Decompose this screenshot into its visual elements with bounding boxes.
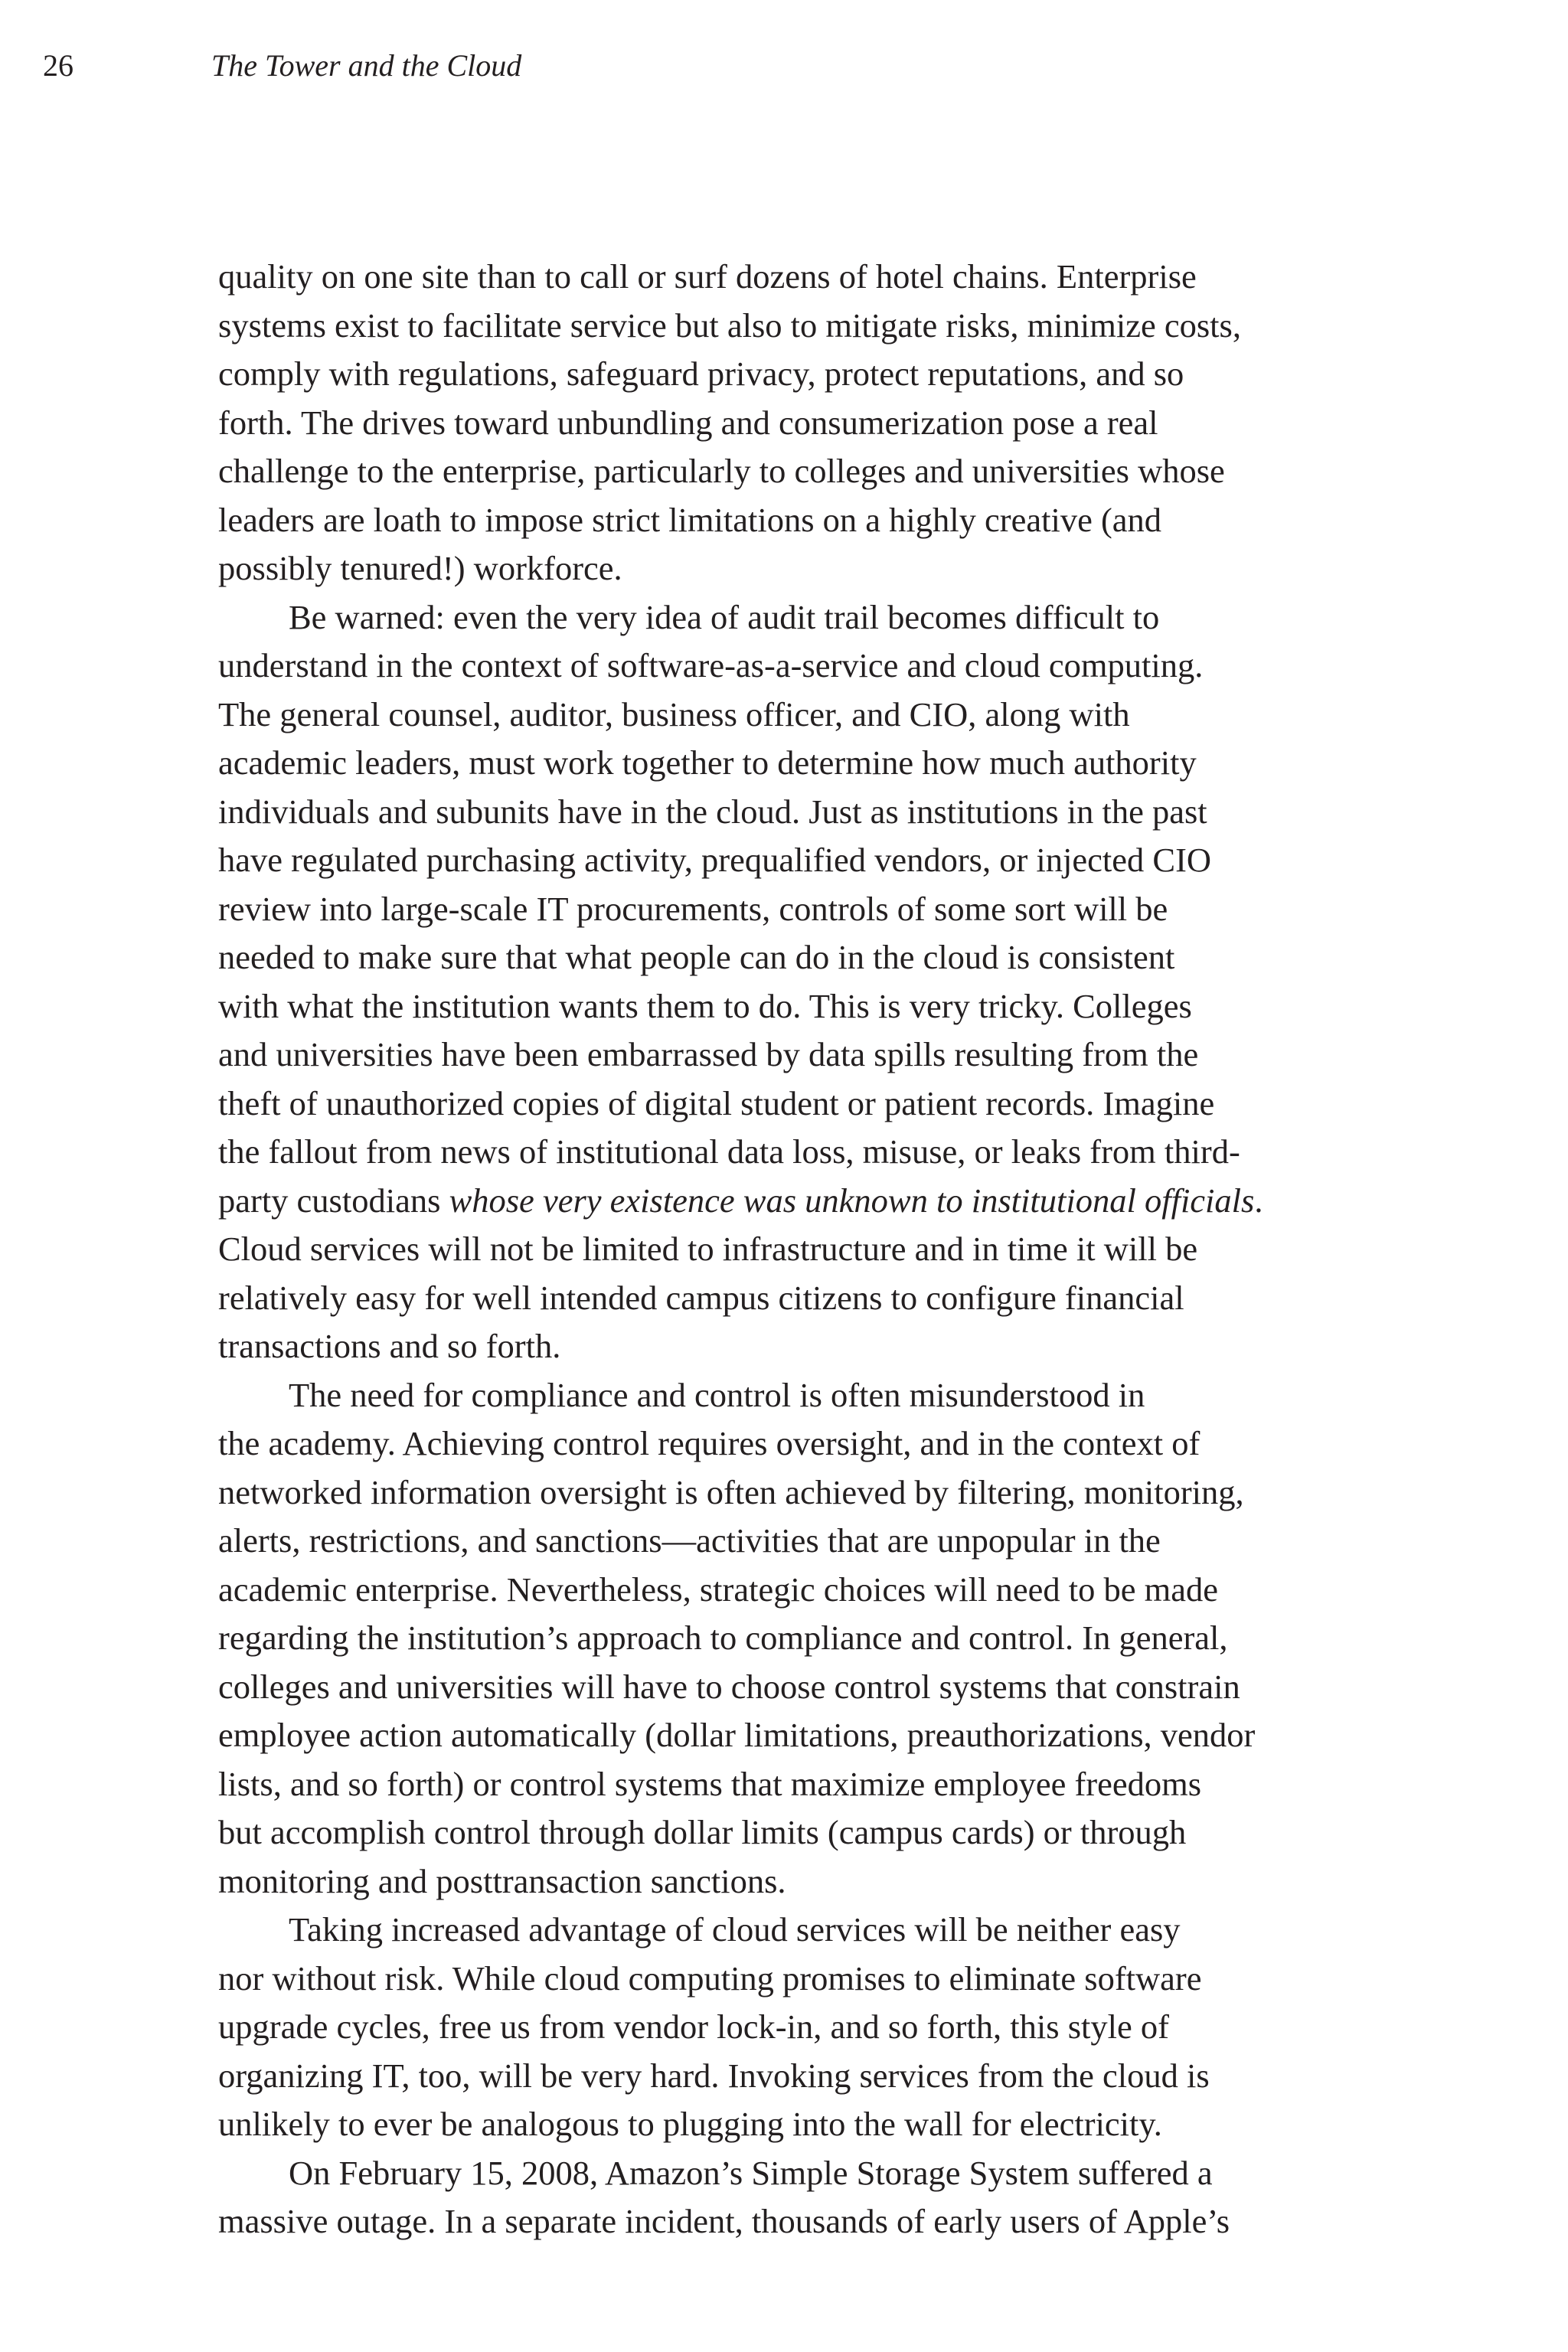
line-text: review into large-scale IT procurements, controls of some sort will be: [218, 889, 1168, 928]
line-text: networked information oversight is often achieved by filtering, monitoring,: [218, 1472, 1244, 1511]
text-line: [218, 1663, 1367, 1712]
text-line: [218, 1808, 1367, 1857]
text-line: [218, 447, 1367, 496]
text-line: [218, 1955, 1367, 2004]
text-line: [218, 1906, 1367, 1955]
text-line: [218, 302, 1367, 351]
text-line: [218, 1031, 1367, 1080]
line-text: systems exist to facilitate service but also to mitigate risks, minimize costs,: [218, 305, 1241, 345]
line-text: Be warned: even the very idea of audit trail becomes difficult to: [289, 597, 1160, 636]
text-line: [218, 933, 1367, 982]
line-text: understand in the context of software-as-a-service and cloud computing.: [218, 646, 1204, 684]
text-line: [218, 1711, 1367, 1760]
page-number: 26: [43, 48, 74, 83]
line-text: with what the institution wants them to do. This is very tricky. Colleges: [218, 986, 1192, 1025]
text-line: [218, 2100, 1367, 2149]
line-text: alerts, restrictions, and sanctions—activities that are unpopular in the: [218, 1521, 1161, 1560]
line-trailing-text: .: [1254, 1181, 1263, 1220]
line-text: Taking increased advantage of cloud services will be neither easy: [289, 1910, 1181, 1949]
text-line: [218, 885, 1367, 934]
text-line: [218, 544, 1367, 593]
line-text: challenge to the enterprise, particularly to colleges and universities whose: [218, 452, 1225, 490]
text-line: [218, 593, 1367, 642]
text-line: [218, 253, 1367, 302]
text-line: [218, 496, 1367, 545]
text-line: [218, 1371, 1367, 1420]
text-line: [218, 2052, 1367, 2101]
line-text: massive outage. In a separate incident, thousands of early users of Apple’s: [218, 2202, 1230, 2240]
line-text: nor without risk. While cloud computing promises to eliminate software: [218, 1958, 1202, 1998]
text-line: [218, 1322, 1367, 1371]
line-text: Cloud services will not be limited to infrastructure and in time it will be: [218, 1230, 1198, 1268]
line-text: unlikely to ever be analogous to plugging into the wall for electricity.: [218, 2105, 1162, 2143]
line-text: The need for compliance and control is often misunderstood in: [289, 1375, 1145, 1414]
text-line: [218, 739, 1367, 788]
text-line: [218, 1128, 1367, 1177]
line-text: individuals and subunits have in the cloud. Just as institutions in the past: [218, 792, 1207, 831]
line-text: organizing IT, too, will be very hard. Invoking services from the cloud is: [218, 2056, 1210, 2095]
text-line: [218, 691, 1367, 740]
line-text: comply with regulations, safeguard privacy, protect reputations, and so: [218, 354, 1184, 393]
line-text: leaders are loath to impose strict limitations on a highly creative (and: [218, 500, 1162, 539]
text-line: [218, 1225, 1367, 1274]
text-line: [218, 1517, 1367, 1566]
line-text: but accomplish control through dollar limits (campus cards) or through: [218, 1813, 1187, 1851]
text-line: [218, 982, 1367, 1031]
text-line: [218, 2197, 1367, 2246]
line-text: employee action automatically (dollar limitations, preauthorizations, vendor: [218, 1716, 1256, 1754]
line-text: colleges and universities will have to choose control systems that constrain: [218, 1667, 1240, 1706]
line-text: have regulated purchasing activity, prequalified vendors, or injected CIO: [218, 841, 1212, 879]
text-line: [218, 1419, 1367, 1468]
line-text: transactions and so forth.: [218, 1327, 561, 1365]
line-text: academic enterprise. Nevertheless, strategic choices will need to be made: [218, 1570, 1218, 1609]
line-text: the fallout from news of institutional data loss, misuse, or leaks from third-: [218, 1132, 1240, 1171]
text-line: [218, 350, 1367, 399]
text-line: [218, 1857, 1367, 1906]
text-line: [218, 642, 1367, 691]
text-line: [218, 1080, 1367, 1129]
text-line: [218, 399, 1367, 448]
text-line: [218, 1274, 1367, 1323]
text-line: [218, 788, 1367, 837]
book-title: The Tower and the Cloud: [211, 48, 522, 83]
line-text: possibly tenured!) workforce.: [218, 549, 622, 587]
line-text: relatively easy for well intended campus citizens to configure financial: [218, 1278, 1184, 1317]
line-text: and universities have been embarrassed by data spills resulting from the: [218, 1035, 1199, 1073]
line-text: forth. The drives toward unbundling and consumerization pose a real: [218, 403, 1158, 442]
line-text: needed to make sure that what people can do in the cloud is consistent: [218, 938, 1175, 976]
text-line: [218, 2003, 1367, 2052]
text-line: [218, 836, 1367, 885]
line-text: party custodians: [218, 1181, 449, 1220]
text-line: [218, 1760, 1367, 1809]
line-text: academic leaders, must work together to determine how much authority: [218, 743, 1197, 782]
text-line: [218, 1177, 1367, 1226]
running-head: [43, 46, 521, 86]
line-text: On February 15, 2008, Amazon’s Simple Storage System suffered a: [289, 2153, 1213, 2192]
text-line: [218, 1614, 1367, 1663]
text-line: [218, 1566, 1367, 1615]
line-text: regarding the institution’s approach to compliance and control. In general,: [218, 1619, 1228, 1657]
line-text: quality on one site than to call or surf dozens of hotel chains. Enterprise: [218, 257, 1197, 296]
line-text: lists, and so forth) or control systems that maximize employee freedoms: [218, 1764, 1202, 1803]
line-text: The general counsel, auditor, business officer, and CIO, along with: [218, 694, 1130, 733]
line-italic-text: whose very existence was unknown to institutional officials: [449, 1181, 1255, 1220]
text-line: [218, 1468, 1367, 1517]
text-line: [218, 2149, 1367, 2198]
line-text: the academy. Achieving control requires oversight, and in the context of: [218, 1424, 1200, 1462]
line-text: theft of unauthorized copies of digital student or patient records. Imagine: [218, 1083, 1215, 1122]
body-text: [218, 253, 1367, 2246]
line-text: monitoring and posttransaction sanctions.: [218, 1861, 786, 1900]
line-text: upgrade cycles, free us from vendor lock-in, and so forth, this style of: [218, 2007, 1169, 2046]
